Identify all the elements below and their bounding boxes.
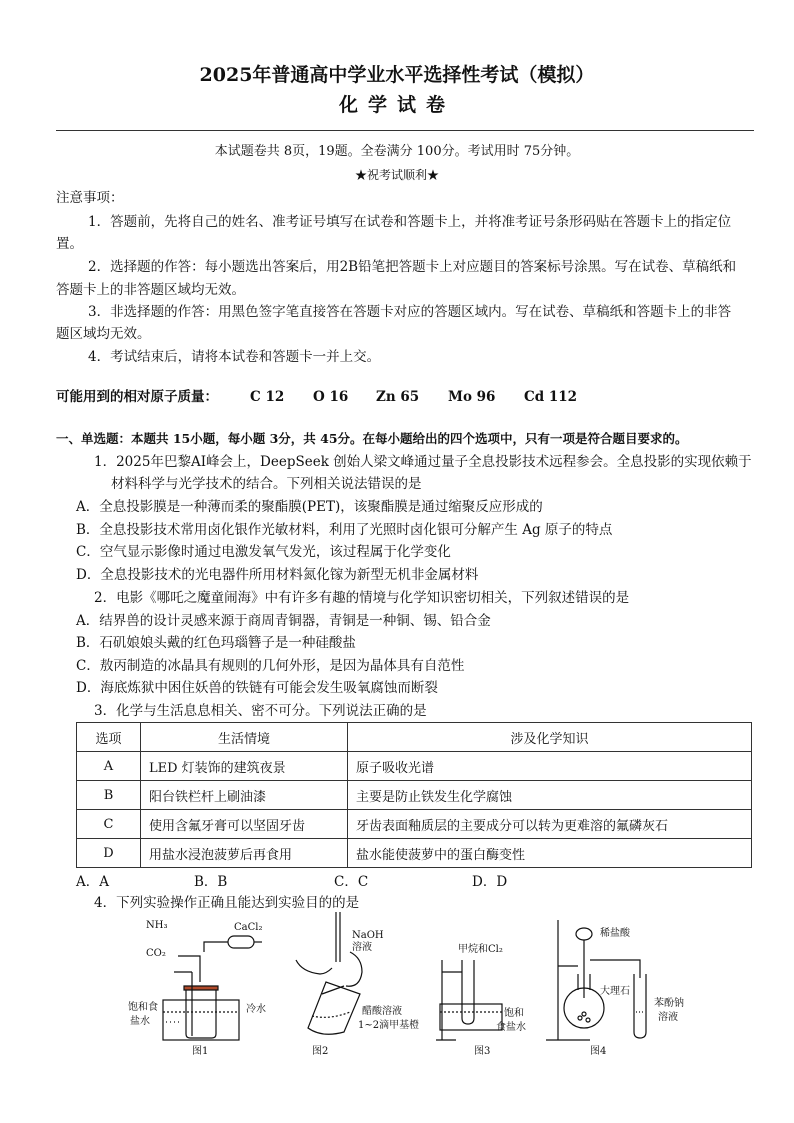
q2-option-d: D．海底炼狱中困住妖兽的铁链有可能会发生吸氧腐蚀而断裂: [76, 680, 438, 696]
figure-3-caption: 图3: [474, 1046, 491, 1057]
note-3-line2: 题区域均无效。: [56, 326, 151, 342]
label-brine-2: 盐水: [130, 1016, 150, 1027]
table-row: [77, 839, 752, 868]
figure-1-apparatus: [163, 936, 262, 1040]
label-dilute-hcl: 稀盐酸: [600, 928, 630, 939]
figure-4-caption: 图4: [590, 1046, 607, 1057]
q1-option-c: C．空气显示影像时通过电激发氧气发光，该过程属于化学变化: [76, 544, 451, 560]
label-nh3: NH₃: [146, 920, 168, 931]
table-cell: LED 灯装饰的建筑夜景: [141, 752, 348, 781]
q3-options-table: [76, 722, 752, 868]
exam-info: 本试题卷共 8页，19题。全卷满分 100分。考试用时 75分钟。: [214, 144, 580, 159]
q3-answer-a: A．A: [76, 874, 109, 890]
label-acetic-2: 1~2滴甲基橙: [358, 1020, 420, 1031]
table-cell: A: [77, 752, 141, 781]
table-cell: C: [77, 810, 141, 839]
table-cell: 盐水能使菠萝中的蛋白酶变性: [348, 839, 752, 868]
exam-title: 2025年普通高中学业水平选择性考试（模拟）: [199, 64, 595, 86]
q1-stem-line2: 材料科学与光学技术的结合。下列相关说法错误的是: [111, 476, 422, 492]
figure-4-apparatus: [546, 920, 646, 1040]
mass-c: C 12: [250, 389, 285, 405]
figure-1-caption: 图1: [192, 1046, 209, 1057]
mass-cd: Cd 112: [524, 389, 578, 405]
label-methane-cl2: 甲烷和Cl₂: [458, 944, 503, 955]
label-naoh-1: NaOH: [352, 930, 384, 941]
note-2-line2: 答题卡上的非答题区域均无效。: [56, 282, 245, 298]
table-header-cell: 生活情境: [141, 723, 348, 752]
q3-stem: 3．化学与生活息息相关、密不可分。下列说法正确的是: [94, 703, 427, 719]
mass-mo: Mo 96: [448, 389, 496, 405]
q1-stem-line1: 1．2025年巴黎AI峰会上，DeepSeek 创始人梁文峰通过量子全息投影技术远程参会。全息投影的实现依赖于: [94, 454, 752, 470]
q2-stem: 2．电影《哪吒之魔童闹海》中有许多有趣的情境与化学知识密切相关，下列叙述错误的是: [94, 590, 630, 606]
q1-option-a: A．全息投影膜是一种薄而柔的聚酯膜(PET)，该聚酯膜是通过缩聚反应形成的: [76, 499, 543, 515]
table-header-cell: 选项: [77, 723, 141, 752]
table-row: [77, 810, 752, 839]
table-cell: D: [77, 839, 141, 868]
label-co2: CO₂: [146, 948, 166, 959]
q2-option-b: B．石矶娘娘头戴的红色玛瑙簪子是一种硅酸盐: [76, 635, 356, 651]
table-row: [77, 781, 752, 810]
label-brine3-1: 饱和: [504, 1008, 524, 1019]
label-phenolate-2: 溶液: [658, 1012, 678, 1023]
q1-option-d: D．全息投影技术的光电器件所用材料氮化镓为新型无机非金属材料: [76, 567, 479, 583]
q2-option-a: A．结界兽的设计灵感来源于商周青铜器，青铜是一种铜、锡、铅合金: [76, 613, 491, 629]
label-naoh-2: 溶液: [352, 942, 372, 953]
table-cell: 阳台铁栏杆上刷油漆: [141, 781, 348, 810]
section-1-heading: 一、单选题：本题共 15小题，每小题 3分，共 45分。在每小题给出的四个选项中，只有一项是符合题目要求的。: [56, 431, 688, 446]
table-cell: 使用含氟牙膏可以坚固牙齿: [141, 810, 348, 839]
exam-wish: ★祝考试顺利★: [354, 168, 439, 182]
label-cacl2: CaCl₂: [234, 922, 263, 933]
label-phenolate-1: 苯酚钠: [654, 998, 684, 1009]
q3-answer-d: D．D: [472, 874, 508, 890]
table-cell: 用盐水浸泡菠萝后再食用: [141, 839, 348, 868]
figure-3-apparatus: [436, 960, 502, 1040]
table-row: [77, 752, 752, 781]
table-cell: B: [77, 781, 141, 810]
q1-option-b: B．全息投影技术常用卤化银作光敏材料，利用了光照时卤化银可分解产生 Ag 原子的特点: [76, 522, 613, 538]
figure-2-caption: 图2: [312, 1046, 329, 1057]
q4-apparatus-figures: [100, 912, 720, 1060]
q2-option-c: C．敖丙制造的冰晶具有规则的几何外形，是因为晶体具有自范性: [76, 658, 465, 674]
note-1-line1: 1．答题前，先将自己的姓名、准考证号填写在试卷和答题卡上，并将准考证号条形码贴在答题卡上的指定位: [88, 214, 732, 230]
header-divider: [56, 130, 754, 131]
note-2-line1: 2．选择题的作答：每小题选出答案后，用2B铅笔把答题卡上对应题目的答案标号涂黑。写在试卷、草稿纸和: [88, 259, 737, 275]
note-1-line2: 置。: [56, 236, 83, 252]
label-cold-water: 冷水: [246, 1004, 266, 1015]
q3-answer-c: C．C: [334, 874, 369, 890]
notes-heading: 注意事项：: [56, 190, 124, 206]
mass-o: O 16: [313, 389, 349, 405]
table-header-cell: 涉及化学知识: [348, 723, 752, 752]
masses-label: 可能用到的相对原子质量：: [56, 389, 218, 405]
note-3-line1: 3．非选择题的作答：用黑色签字笔直接答在答题卡对应的答题区域内。写在试卷、草稿纸和答题卡上的非答: [88, 304, 732, 320]
table-cell: 主要是防止铁发生化学腐蚀: [348, 781, 752, 810]
q3-answer-b: B．B: [194, 874, 228, 890]
table-cell: 牙齿表面釉质层的主要成分可以转为更难溶的氟磷灰石: [348, 810, 752, 839]
table-cell: 原子吸收光谱: [348, 752, 752, 781]
label-acetic-1: 醋酸溶液: [362, 1006, 402, 1017]
label-marble: 大理石: [600, 986, 630, 997]
mass-zn: Zn 65: [376, 389, 420, 405]
label-brine-1: 饱和食: [128, 1002, 158, 1013]
table-header-row: [77, 723, 752, 752]
q4-stem: 4．下列实验操作正确且能达到实验目的的是: [94, 895, 360, 911]
exam-subtitle: 化学试卷: [338, 94, 455, 116]
note-4: 4．考试结束后，请将本试卷和答题卡一并上交。: [88, 349, 381, 365]
label-brine3-2: 食盐水: [496, 1022, 526, 1033]
